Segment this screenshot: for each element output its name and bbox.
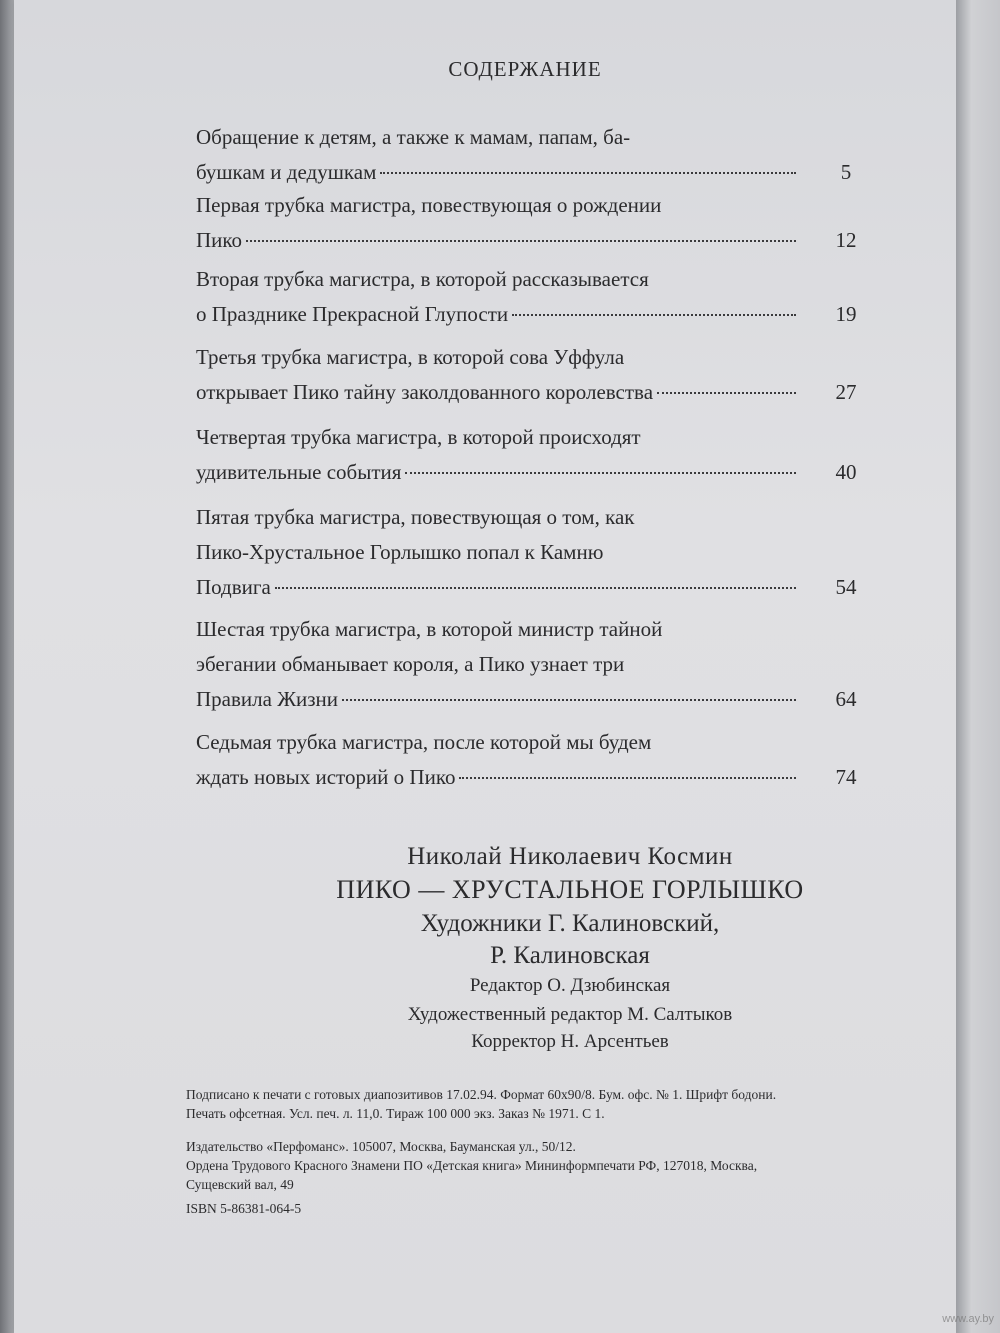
- toc-page-number: 27: [835, 380, 857, 404]
- toc-entry: [196, 500, 876, 605]
- dot-leader: [657, 391, 796, 394]
- toc-entry: [196, 340, 876, 410]
- toc-entry-last-line: [196, 155, 876, 190]
- book-title: ПИКО — ХРУСТАЛЬНОЕ ГОРЛЫШКО: [336, 875, 804, 904]
- next-page-edge: [956, 0, 1000, 1333]
- toc-entry-last-line: [196, 375, 876, 410]
- toc-entry-text: эбегании обманывает короля, а Пико узнает три: [196, 652, 625, 676]
- watermark: www.ay.by: [942, 1313, 994, 1325]
- dot-leader: [246, 239, 796, 242]
- toc-entry: [196, 612, 876, 717]
- publisher-line: Ордена Трудового Красного Знамени ПО «Детская книга» Мининформпечати РФ, 127018, Москва,: [186, 1158, 758, 1173]
- toc-entry-text: Правила Жизни: [196, 687, 339, 711]
- toc-entry-text: Третья трубка магистра, в которой сова Уффула: [196, 345, 625, 369]
- art-editor-credit: Художественный редактор М. Салтыков: [407, 1004, 733, 1025]
- toc-entry: [196, 420, 876, 490]
- author-name: Николай Николаевич Космин: [407, 843, 733, 870]
- dot-leader: [275, 586, 796, 589]
- artists-line-2: Р. Калиновская: [490, 942, 650, 969]
- toc-entry-text: открывает Пико тайну заколдованного королевства: [196, 380, 654, 404]
- dot-leader: [380, 171, 796, 174]
- toc-entry-text: Обращение к детям, а также к мамам, папам, ба-: [196, 125, 631, 149]
- toc-entry-text: Пико-Хрустальное Горлышко попал к Камню: [196, 540, 604, 564]
- toc-entry-text: Пятая трубка магистра, повествующая о том, как: [196, 505, 635, 529]
- toc-page-number: 19: [835, 302, 857, 326]
- toc-entry-text: Четвертая трубка магистра, в которой происходят: [196, 425, 641, 449]
- dot-leader: [512, 313, 796, 316]
- toc-entry-text: удивительные события: [196, 460, 402, 484]
- toc-entry: [196, 188, 876, 258]
- dot-leader: [342, 698, 796, 701]
- publisher-line: Издательство «Перфоманс». 105007, Москва, Бауманская ул., 50/12.: [186, 1139, 576, 1154]
- toc-entry-text: о Празднике Прекрасной Глупости: [196, 302, 509, 326]
- toc-entry-text: бушкам и дедушкам: [196, 160, 377, 184]
- toc-page-number: 64: [835, 687, 857, 711]
- toc-entry-text: Шестая трубка магистра, в которой министр тайной: [196, 617, 663, 641]
- print-details-line: Подписано к печати с готовых диапозитивов 17.02.94. Формат 60х90/8. Бум. офс. № 1. Шрифт бодони.: [186, 1087, 777, 1102]
- toc-entry: [196, 725, 876, 795]
- toc-entry-last-line: [196, 297, 876, 332]
- toc-page-number: 12: [835, 228, 857, 252]
- toc-entry-last-line: [196, 455, 876, 490]
- artists-line-1: Художники Г. Калиновский,: [420, 910, 720, 937]
- toc-entry-text: Седьмая трубка магистра, после которой мы будем: [196, 730, 652, 754]
- isbn: ISBN 5-86381-064-5: [186, 1201, 302, 1216]
- toc-entry-text: Подвига: [196, 575, 271, 599]
- toc-heading: СОДЕРЖАНИЕ: [448, 57, 602, 81]
- toc-entry-last-line: [196, 682, 876, 717]
- toc-entry: [196, 120, 876, 190]
- toc-entry-text: Вторая трубка магистра, в которой рассказывается: [196, 267, 649, 291]
- dot-leader: [459, 776, 796, 779]
- print-details-line: Печать офсетная. Усл. печ. л. 11,0. Тираж 100 000 экз. Заказ № 1971. С 1.: [186, 1106, 605, 1121]
- toc-entry-last-line: [196, 223, 876, 258]
- toc-entry-text: Первая трубка магистра, повествующая о рождении: [196, 193, 662, 217]
- toc-page-number: 54: [835, 575, 857, 599]
- toc-entry-last-line: [196, 760, 876, 795]
- toc-page-number: 40: [835, 460, 857, 484]
- toc-entry-text: ждать новых историй о Пико: [196, 765, 456, 789]
- print-details: [186, 1085, 906, 1123]
- toc-page-number: 5: [840, 160, 852, 184]
- proofreader-credit: Корректор Н. Арсентьев: [471, 1031, 669, 1052]
- toc-entry: [196, 262, 876, 332]
- page-left-edge: [0, 0, 14, 1333]
- editor-credit: Редактор О. Дзюбинская: [469, 975, 671, 996]
- toc-entry-last-line: [196, 570, 876, 605]
- publisher-details: [186, 1137, 906, 1194]
- dot-leader: [405, 471, 796, 474]
- publisher-line: Сущевский вал, 49: [186, 1177, 294, 1192]
- toc-page-number: 74: [835, 765, 857, 789]
- toc-entry-text: Пико: [196, 228, 243, 252]
